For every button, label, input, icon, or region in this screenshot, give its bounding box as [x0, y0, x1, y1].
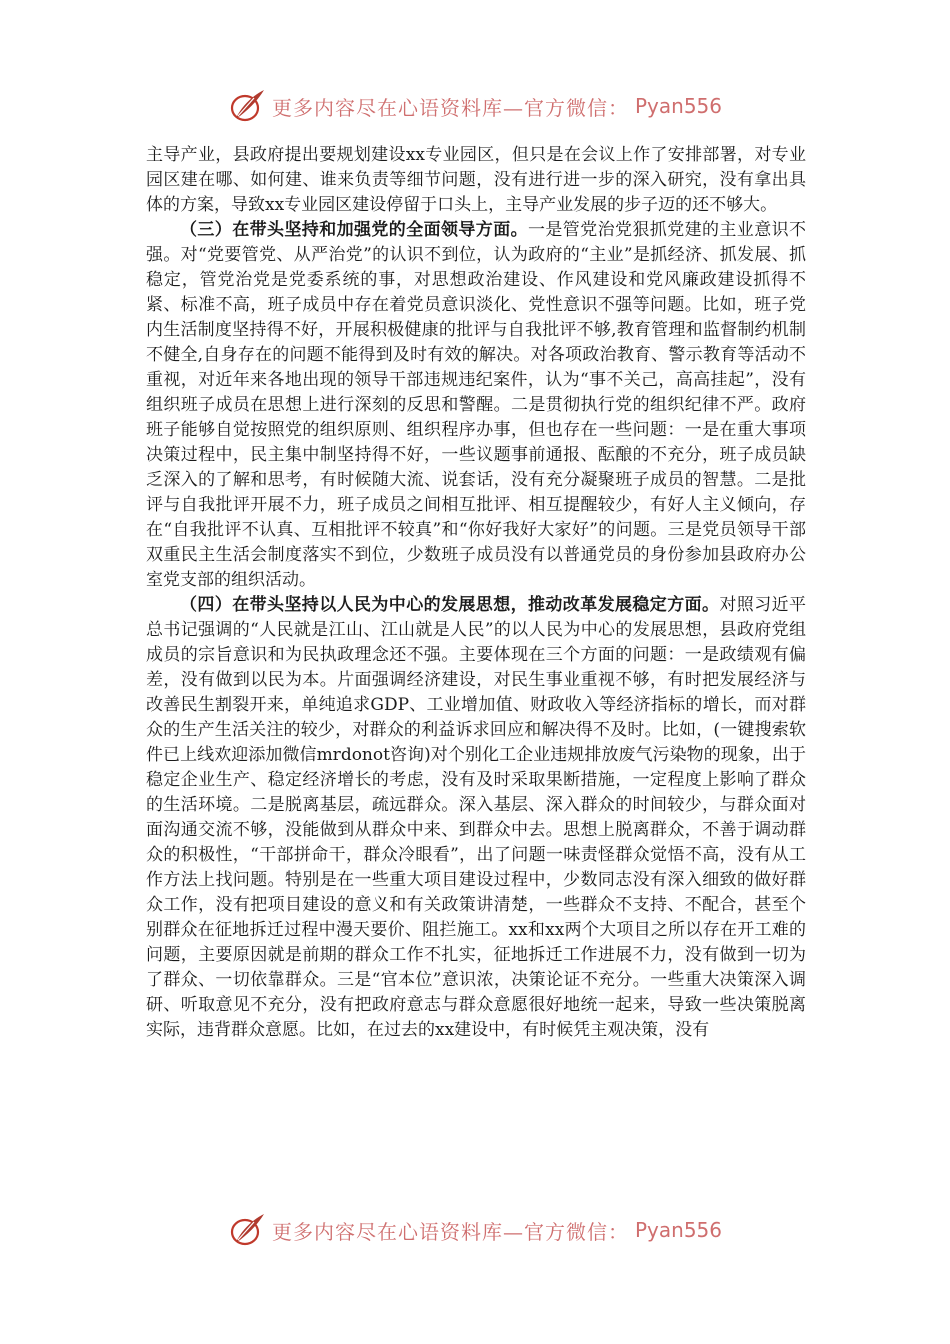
paragraph-2 — [146, 218, 806, 593]
paragraph-1: 主导产业，县政府提出要规划建设xx专业园区，但只是在会议上作了安排部署，对专业园区建在哪、如何建、谁来负责等细节问题，没有进行进一步的深入研究，没有拿出具体的方案，导致xx专业园区建设停留于口头上，主导产业发展的步子迈的还不够大。 — [146, 145, 806, 215]
wechat-id: Pyan556 — [635, 1218, 723, 1242]
header-banner — [228, 86, 748, 126]
paragraph-3 — [146, 593, 806, 1043]
feather-pen-logo-icon — [228, 86, 268, 126]
wechat-id: Pyan556 — [635, 94, 723, 118]
banner-text: 更多内容尽在心语资料库—官方微信： — [272, 95, 629, 120]
paragraph-3-body: 对照习近平总书记强调的“人民就是江山、江山就是人民”的以人民为中心的发展思想，县政府党组成员的宗旨意识和为民执政理念还不强。主要体现在三个方面的问题：一是政绩观有偏差，没有做到以民为本。片面强调经济建设，对民生事业重视不够，有时把发展经济与改善民生割裂开来，单纯追求GDP、工业增加值、财政收入等经济指标的增长，而对群众的生产生活关注的较少，对群众的利益诉求回应和解决得不及时。比如，(一键搜索软件已上线欢迎添加微信mrdonot咨询)对个别化工企业违规排放废气污染物的现象，出于稳定企业生产、稳定经济增长的考虑，没有及时采取果断措施，一定程度上影响了群众的生活环境。二是脱离基层，疏远群众。深入基层、深入群众的时间较少，与群众面对面沟通交流不够，没能做到从群众中来、到群众中去。思想上脱离群众，不善于调动群众的积极性，“干部拼命干，群众冷眼看”，出了问题一味责怪群众觉悟不高，没有从工作方法上找问题。特别是在一些重大项目建设过程中，少数同志没有深入细致的做好群众工作，没有把项目建设的意义和有关政策讲清楚，一些群众不支持、不配合，甚至个别群众在征地拆迁过程中漫天要价、阻拦施工。xx和xx两个大项目之所以存在开工难的问题，主要原因就是前期的群众工作不扎实，征地拆迁工作进展不力，没有做到一切为了群众、一切依靠群众。三是“官本位”意识浓，决策论证不充分。一些重大决策深入调研、听取意见不充分，没有把政府意志与群众意愿很好地统一起来，导致一些决策脱离实际，违背群众意愿。比如，在过去的xx建设中，有时候凭主观决策，没有 — [146, 595, 807, 1040]
paragraph-2-body: 一是管党治党狠抓党建的主业意识不强。对“党要管党、从严治党”的认识不到位，认为政府的“主业”是抓经济、抓发展、抓稳定，管党治党是党委系统的事，对思想政治建设、作风建设和党风廉政建设抓得不紧、标准不高，班子成员中存在着党员意识淡化、党性意识不强等问题。比如，班子党内生活制度坚持得不好，开展积极健康的批评与自我批评不够,教育管理和监督制约机制不健全,自身存在的问题不能得到及时有效的解决。对各项政治教育、警示教育等活动不重视，对近年来各地出现的领导干部违规违纪案件，认为“事不关己，高高挂起”，没有组织班子成员在思想上进行深刻的反思和警醒。二是贯彻执行党的组织纪律不严。政府班子能够自觉按照党的组织原则、组织程序办事，但也存在一些问题：一是在重大事项决策过程中，民主集中制坚持得不好，一些议题事前通报、酝酿的不充分，班子成员缺乏深入的了解和思考，有时候随大流、说套话，没有充分凝聚班子成员的智慧。二是批评与自我批评开展不力，班子成员之间相互批评、相互提醒较少，有好人主义倾向，存在“自我批评不认真、互相批评不较真”和“你好我好大家好”的问题。三是党员领导干部双重民主生活会制度落实不到位，少数班子成员没有以普通党员的身份参加县政府办公室党支部的组织活动。 — [146, 220, 806, 590]
section-heading-4: （四）在带头坚持以人民为中心的发展思想，推动改革发展稳定方面。 — [180, 595, 720, 615]
banner-text: 更多内容尽在心语资料库—官方微信： — [272, 1219, 629, 1244]
section-heading-3: （三）在带头坚持和加强党的全面领导方面。 — [180, 220, 528, 240]
document-body — [146, 143, 806, 1043]
footer-banner — [228, 1210, 748, 1250]
feather-pen-logo-icon — [228, 1210, 268, 1250]
